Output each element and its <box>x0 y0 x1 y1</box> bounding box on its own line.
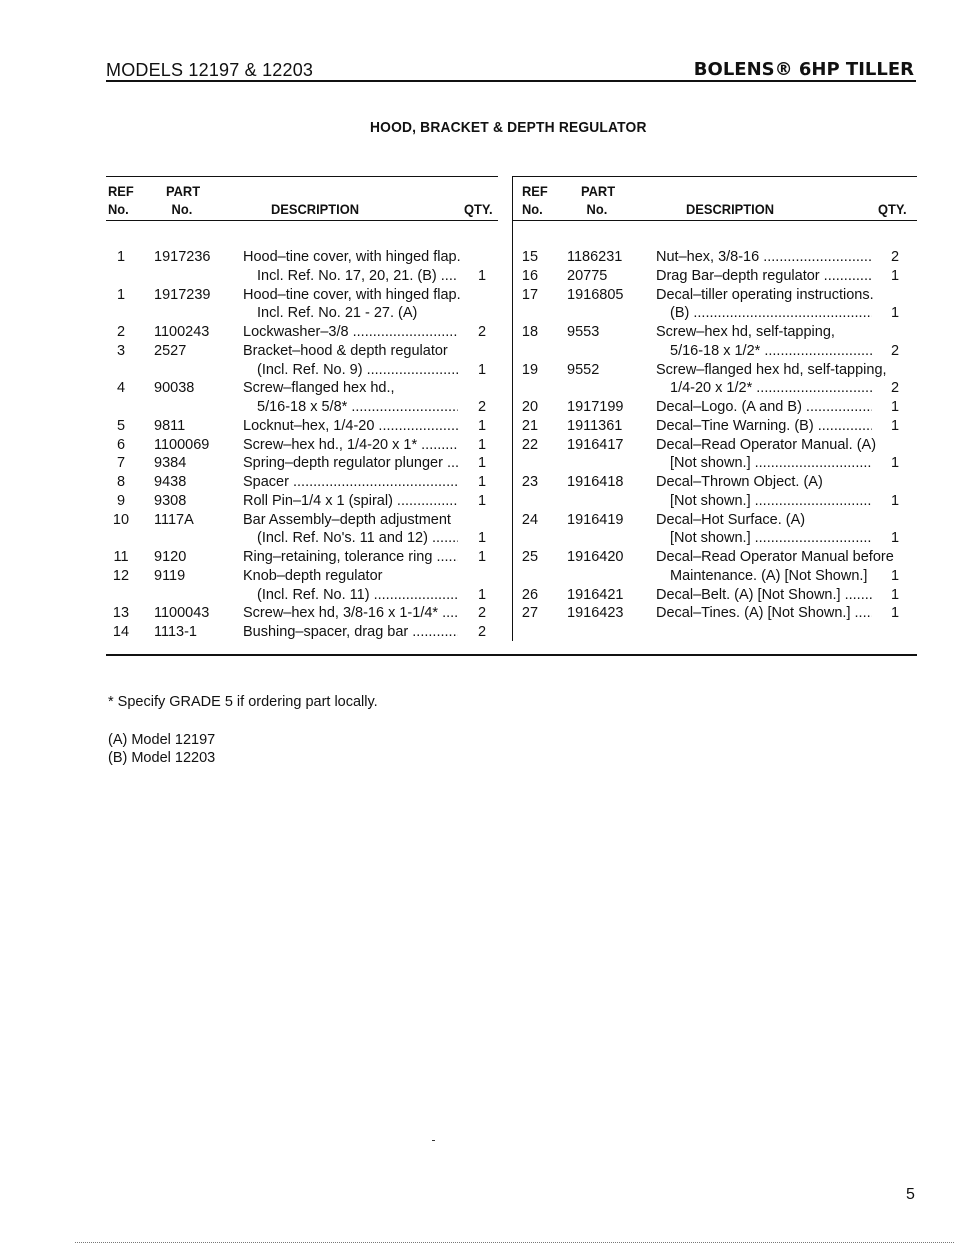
ref-number: 7 <box>116 455 126 472</box>
part-number: 1100043 <box>154 605 210 622</box>
ref-number: 20 <box>521 399 539 415</box>
ref-number: 15 <box>521 249 539 265</box>
part-number: 1916417 <box>567 436 624 453</box>
ref-number: 17 <box>521 286 539 303</box>
table-row <box>106 473 917 492</box>
table-row <box>106 379 917 398</box>
parts-table <box>106 176 917 656</box>
part-description: Screw–hex hd., 1/4-20 x 1* ..... <box>243 436 458 455</box>
part-description: Screw–hex hd, self-tapping, <box>656 324 835 340</box>
quantity: 1 <box>477 530 487 547</box>
part-description: [Not shown.] ..... <box>670 492 872 511</box>
ref-number: 22 <box>521 436 539 453</box>
ref-number: 2 <box>116 324 126 340</box>
part-number: 9438 <box>154 474 187 490</box>
table-row <box>106 398 917 417</box>
quantity: 2 <box>890 380 900 397</box>
ref-number: 13 <box>112 605 130 622</box>
part-description: [Not shown.] ..... <box>670 529 872 548</box>
right-description-header: DESCRIPTION <box>686 201 775 217</box>
part-number: 1916419 <box>567 511 624 528</box>
table-row <box>106 492 917 511</box>
ref-number: 4 <box>116 380 126 397</box>
ref-number: 14 <box>112 624 130 640</box>
part-number: 9384 <box>154 455 187 472</box>
part-description: (Incl. Ref. No's. 11 and 12) ..... <box>257 529 458 548</box>
part-number: 20775 <box>567 267 608 284</box>
part-number: 1100069 <box>154 436 210 453</box>
quantity: 1 <box>890 399 900 415</box>
part-description: 5/16-18 x 1/2* ..... <box>670 342 872 361</box>
page-number: 5 <box>906 1186 915 1203</box>
ref-number: 12 <box>112 567 130 584</box>
part-description: Bracket–hood & depth regulator <box>243 342 448 359</box>
part-number: 1186231 <box>567 249 623 265</box>
quantity: 1 <box>477 492 487 509</box>
table-row <box>106 548 917 567</box>
header-rule-right <box>513 220 917 221</box>
part-number: 1916418 <box>567 474 624 490</box>
quantity: 1 <box>477 474 487 490</box>
right-ref-header: REF No. <box>522 183 548 217</box>
table-row <box>106 323 917 342</box>
table-row <box>106 361 917 380</box>
ref-number: 27 <box>521 605 539 622</box>
table-row <box>106 286 917 305</box>
part-description: Bushing–spacer, drag bar ..... <box>243 623 458 642</box>
quantity: 1 <box>477 455 487 472</box>
part-description: Knob–depth regulator <box>243 567 383 584</box>
table-row <box>106 267 917 286</box>
part-number: 1917199 <box>567 399 624 415</box>
part-number: 90038 <box>154 380 195 397</box>
part-number: 9811 <box>154 417 186 434</box>
part-description: Screw–flanged hex hd, self-tapping, <box>656 361 887 378</box>
left-qty-header: QTY. <box>464 201 493 217</box>
part-number: 9120 <box>154 549 187 565</box>
part-description: Decal–Tine Warning. (B) ..... <box>656 417 872 436</box>
ref-number: 8 <box>116 474 126 490</box>
part-number: 9552 <box>567 361 600 378</box>
part-number: 1917239 <box>154 286 211 303</box>
models-title: MODELS 12197 & 12203 <box>106 60 314 80</box>
part-description: Decal–Read Operator Manual before <box>656 549 894 565</box>
header-rule-left <box>106 220 498 221</box>
part-description: 5/16-18 x 5/8* ..... <box>257 398 458 417</box>
quantity: 1 <box>477 361 487 378</box>
table-row <box>106 417 917 436</box>
part-number: 1113-1 <box>154 624 197 640</box>
part-number: 1917236 <box>154 249 211 265</box>
part-description: Spring–depth regulator plunger ..... <box>243 454 458 473</box>
part-number: 9553 <box>567 324 600 340</box>
table-row <box>106 436 917 455</box>
ref-number: 3 <box>116 342 126 359</box>
part-description: Screw–hex hd, 3/8-16 x 1-1/4* ..... <box>243 604 458 623</box>
table-row <box>106 586 917 605</box>
quantity: 1 <box>890 530 900 547</box>
part-description: Decal–tiller operating instructions. <box>656 286 874 303</box>
part-description: Locknut–hex, 1/4-20 ..... <box>243 417 458 436</box>
ref-number: 23 <box>521 474 539 490</box>
brand-title: BOLENS® 6HP TILLER <box>693 59 914 80</box>
ref-number: 1 <box>116 286 126 303</box>
part-number: 1916805 <box>567 286 624 303</box>
quantity: 1 <box>477 417 487 434</box>
ref-number: 5 <box>116 417 126 434</box>
grade-note: * Specify GRADE 5 if ordering part locally. <box>108 694 378 710</box>
part-description: Decal–Tines. (A) [Not Shown.] ..... <box>656 604 872 623</box>
part-description: Lockwasher–3/8 ..... <box>243 323 458 342</box>
part-description: Decal–Logo. (A and B) ..... <box>656 398 872 417</box>
ref-number: 1 <box>116 249 126 265</box>
ref-number: 16 <box>521 267 539 284</box>
part-description: Incl. Ref. No. 17, 20, 21. (B) ..... <box>257 267 458 286</box>
table-row <box>106 248 917 267</box>
part-description: Decal–Thrown Object. (A) <box>656 474 823 490</box>
part-number: 1916423 <box>567 605 624 622</box>
quantity: 1 <box>890 605 900 622</box>
part-description: Ring–retaining, tolerance ring ..... <box>243 548 458 567</box>
quantity: 1 <box>890 455 900 472</box>
ref-number: 9 <box>116 492 126 509</box>
page-header <box>106 58 916 82</box>
table-row <box>106 623 917 642</box>
table-row <box>106 604 917 623</box>
model-b-note: (B) Model 12203 <box>108 750 216 766</box>
table-row <box>106 529 917 548</box>
part-description: Bar Assembly–depth adjustment <box>243 511 451 528</box>
part-description: [Not shown.] ..... <box>670 454 872 473</box>
quantity: 1 <box>477 549 487 565</box>
left-ref-header: REF No. <box>108 183 134 217</box>
part-number: 1916420 <box>567 549 624 565</box>
part-number: 1117A <box>154 511 194 528</box>
scan-bottom-edge <box>75 1242 954 1243</box>
quantity: 2 <box>890 249 900 265</box>
ref-number: 11 <box>113 549 129 565</box>
table-bottom-rule <box>106 654 917 656</box>
table-row <box>106 567 917 586</box>
part-description: Decal–Read Operator Manual. (A) <box>656 436 877 453</box>
ref-number: 26 <box>521 586 539 603</box>
quantity: 1 <box>477 436 487 453</box>
quantity: 1 <box>890 567 900 584</box>
quantity: 2 <box>890 342 900 359</box>
scan-speck <box>432 1140 435 1141</box>
section-title: HOOD, BRACKET & DEPTH REGULATOR <box>370 119 647 136</box>
left-description-header: DESCRIPTION <box>271 201 360 217</box>
ref-number: 10 <box>112 511 130 528</box>
part-description: Hood–tine cover, with hinged flap. <box>243 286 461 303</box>
right-qty-header: QTY. <box>878 201 907 217</box>
part-description: Decal–Belt. (A) [Not Shown.] ..... <box>656 586 872 605</box>
ref-number: 21 <box>521 417 539 434</box>
part-description: (Incl. Ref. No. 11) ..... <box>257 586 458 605</box>
ref-number: 25 <box>521 549 539 565</box>
table-row <box>106 304 917 323</box>
left-part-header: PART No. <box>166 183 201 217</box>
part-number: 9119 <box>154 567 186 584</box>
part-description: Screw–flanged hex hd., <box>243 380 395 397</box>
quantity: 1 <box>477 267 487 284</box>
model-a-note: (A) Model 12197 <box>108 732 216 748</box>
ref-number: 6 <box>116 436 126 453</box>
quantity: 2 <box>477 324 487 340</box>
quantity: 2 <box>477 624 487 640</box>
part-description: Spacer ..... <box>243 473 458 492</box>
part-number: 1911361 <box>567 417 623 434</box>
part-number: 1100243 <box>154 324 210 340</box>
right-part-header: PART No. <box>581 183 616 217</box>
table-top-rule-right <box>513 176 917 177</box>
ref-number: 18 <box>521 324 539 340</box>
table-row <box>106 511 917 530</box>
quantity: 1 <box>477 586 487 603</box>
part-description: Incl. Ref. No. 21 - 27. (A) <box>257 305 418 322</box>
ref-number: 24 <box>521 511 539 528</box>
part-description: (B) ..... <box>670 304 872 323</box>
part-number: 1916421 <box>567 586 624 603</box>
part-description: Nut–hex, 3/8-16 ..... <box>656 248 872 267</box>
part-description: Hood–tine cover, with hinged flap. <box>243 249 461 265</box>
table-top-rule-left <box>106 176 498 177</box>
part-description: Decal–Hot Surface. (A) <box>656 511 806 528</box>
part-number: 9308 <box>154 492 187 509</box>
part-description: Maintenance. (A) [Not Shown.] ..... <box>670 567 872 586</box>
quantity: 1 <box>890 417 900 434</box>
quantity: 2 <box>477 399 487 415</box>
table-row <box>106 454 917 473</box>
part-description: Drag Bar–depth regulator ..... <box>656 267 872 286</box>
part-description: Roll Pin–1/4 x 1 (spiral) ..... <box>243 492 458 511</box>
quantity: 2 <box>477 605 487 622</box>
part-description: 1/4-20 x 1/2* ..... <box>670 379 872 398</box>
ref-number: 19 <box>521 361 539 378</box>
quantity: 1 <box>890 492 900 509</box>
quantity: 1 <box>890 267 900 284</box>
part-description: (Incl. Ref. No. 9) ..... <box>257 361 458 380</box>
quantity: 1 <box>890 305 900 322</box>
part-number: 2527 <box>154 342 187 359</box>
quantity: 1 <box>890 586 900 603</box>
table-row <box>106 342 917 361</box>
